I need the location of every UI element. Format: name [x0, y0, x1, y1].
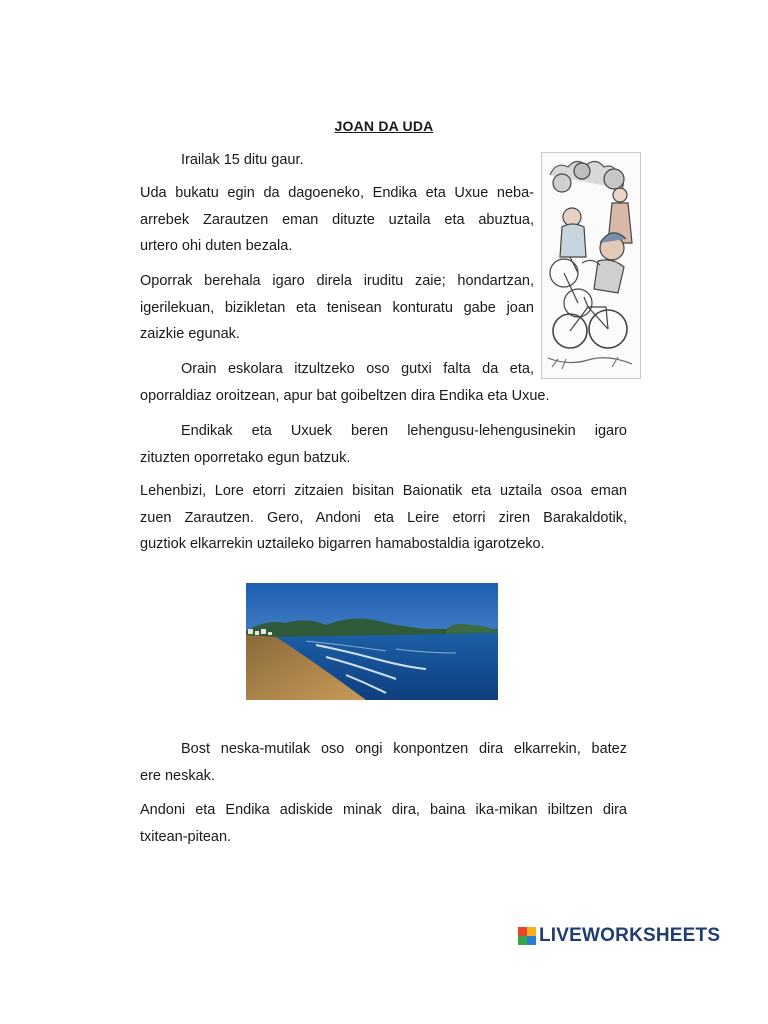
text-line: Andoni eta Endika adiskide minak dira, baina ika-mikan ibiltzen dira — [140, 802, 627, 818]
liveworksheets-logo[interactable] — [518, 925, 720, 947]
text-line: urtero ohi duten bezala. — [140, 238, 293, 254]
text-line: arrebek Zarautzen eman dituzte uztaila eta abuztua, — [140, 211, 534, 228]
text-line: ere neskak. — [140, 767, 215, 784]
text-line: zaizkie egunak. — [140, 326, 240, 342]
liveworksheets-logo-icon — [518, 927, 536, 945]
beach-photo — [246, 583, 498, 700]
text-line: Orain eskolara itzultzeko oso gutxi falta da eta, — [181, 361, 534, 377]
text-line: guztiok elkarrekin uztaileko bigarren hamabostaldia igarotzeko. — [140, 536, 545, 552]
text-line: txitean-pitean. — [140, 828, 232, 845]
text-line: Lehenbizi, Lore etorri zitzaien bisitan Baionatik eta uztaila osoa eman — [140, 483, 627, 499]
text-line: oporraldiaz oroitzean, apur bat goibeltzen dira Endika eta Uxue. — [140, 387, 550, 404]
text-line: Bost neska-mutilak oso ongi konpontzen dira elkarrekin, batez — [181, 741, 627, 757]
paragraph — [140, 736, 627, 789]
children-bicycle-illustration — [541, 152, 641, 379]
paragraph — [140, 147, 304, 174]
paragraph — [140, 268, 534, 348]
text-line: zituzten oporretako egun batzuk. — [140, 449, 351, 466]
paragraph — [140, 418, 627, 471]
text-line: Irailak 15 ditu gaur. — [181, 152, 304, 168]
page-title: JOAN DA UDA — [334, 118, 434, 134]
text-line: Oporrak berehala igaro direla iruditu zaie; hondartzan, — [140, 273, 534, 289]
paragraph — [140, 478, 627, 558]
paragraph — [140, 356, 600, 409]
logo-square — [518, 936, 527, 945]
paragraph — [140, 180, 534, 260]
text-line: zuen Zarautzen. Gero, Andoni eta Leire etorri ziren Barakaldotik, — [140, 509, 627, 526]
logo-square — [527, 927, 536, 936]
text-line: Uda bukatu egin da dagoeneko, Endika eta Uxue neba- — [140, 185, 534, 201]
text-line: Endikak eta Uxuek beren lehengusu-lehengusinekin igaro — [181, 423, 627, 439]
text-line: igerilekuan, bizikletan eta tenisean konturatu gabe joan — [140, 299, 534, 316]
paragraph — [140, 797, 627, 850]
logo-text: LIVEWORKSHEETS — [539, 925, 721, 946]
logo-square — [518, 927, 527, 936]
logo-square — [527, 936, 536, 945]
